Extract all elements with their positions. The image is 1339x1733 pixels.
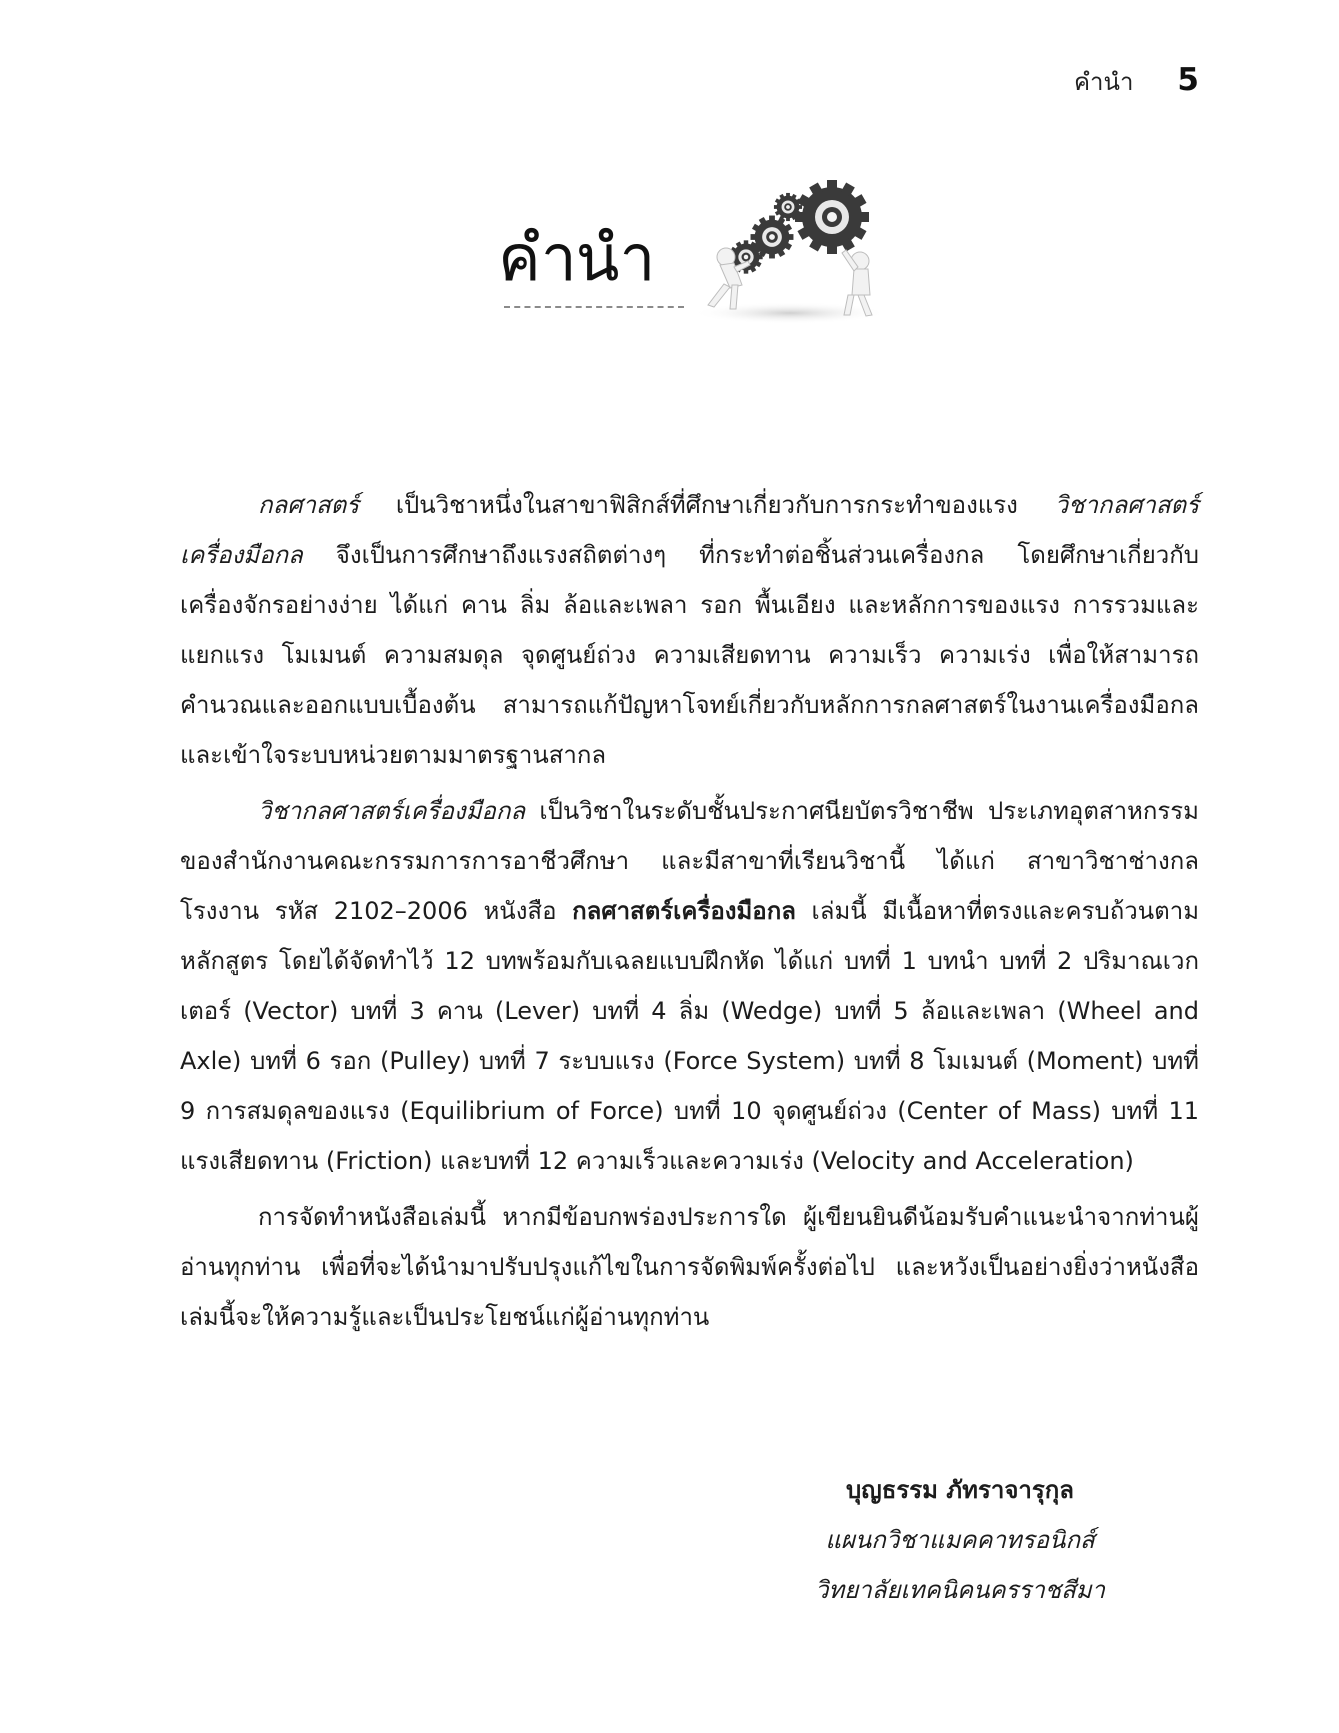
running-header-section: คำนำ <box>1074 68 1134 96</box>
title-block <box>498 175 888 325</box>
subject-name: วิชากลศาสตร์เครื่องมือกล <box>258 797 526 825</box>
author-department: แผนกวิชาแมคคาทรอนิกส์ <box>825 1526 1095 1554</box>
book-title: กลศาสตร์เครื่องมือกล <box>572 897 796 925</box>
author-institution: วิทยาลัยเทคนิคนครราชสีมา <box>814 1576 1106 1604</box>
paragraph-1-text-a: เป็นวิชาหนึ่งในสาขาฟิสิกส์ที่ศึกษาเกี่ยวกับการกระทำของแรง <box>359 491 1055 519</box>
page-number: 5 <box>1177 62 1199 98</box>
subject-name: วิชากลศาสตร์เครื่องมือกล <box>180 491 1199 569</box>
term-mechanics: กลศาสตร์ <box>258 491 360 519</box>
author-signature <box>780 1465 1140 1615</box>
paragraph-3: การจัดทำหนังสือเล่มนี้ หากมีข้อบกพร่องประการใด ผู้เขียนยินดีน้อมรับคำแนะนำจากท่านผู้อ่านทุกท่าน เพื่อที่จะได้นำมาปรับปรุงแก้ไขในการจัดพิมพ์ครั้งต่อไป และหวังเป็นอย่างยิ่งว่าหนังสือเล่มนี้จะให้ความรู้และเป็นประโยชน์แก่ผู้อ่านทุกท่าน <box>180 1203 1199 1331</box>
title-underline <box>504 306 684 308</box>
preface-body <box>180 480 1199 1348</box>
running-header <box>1074 62 1199 101</box>
paragraph-2 <box>180 786 1199 1186</box>
paragraph-1 <box>180 480 1199 780</box>
gears-and-figures-illustration <box>690 175 888 325</box>
author-name: บุญธรรม ภัทราจารุกุล <box>846 1476 1074 1504</box>
paragraph-2-text-a: เป็นวิชาในระดับชั้นประกาศนียบัตรวิชาชีพ ประเภทอุตสาหกรรม ของสำนักงานคณะกรรมการการอาชีวศึกษา และมีสาขาที่เรียนวิชานี้ ได้แก่ สาขาวิชาช่างกลโรงงาน รหัส 2102–2006 หนังสือ <box>180 797 1199 925</box>
paragraph-2-text-b: เล่มนี้ มีเนื้อหาที่ตรงและครบถ้วนตามหลักสูตร โดยได้จัดทำไว้ 12 บทพร้อมกับเฉลยแบบฝึกหัด ได้แก่ บทที่ 1 บทนำ บทที่ 2 ปริมาณเวกเตอร์ (Vector) บทที่ 3 คาน (Lever) บทที่ 4 ลิ่ม (Wedge) บทที่ 5 ล้อและเพลา (Wheel and Axle) บทที่ 6 รอก (Pulley) บทที่ 7 ระบบแรง (Force System) บทที่ 8 โมเมนต์ (Moment) บทที่ 9 การสมดุลของแรง (Equilibrium of Force) บทที่ 10 จุดศูนย์ถ่วง (Center of Mass) บทที่ 11 แรงเสียดทาน (Friction) และบทที่ 12 ความเร็วและความเร่ง (Velocity and Acceleration) <box>180 897 1200 1175</box>
paragraph-1-text-b: จึงเป็นการศึกษาถึงแรงสถิตต่างๆ ที่กระทำต่อชิ้นส่วนเครื่องกล โดยศึกษาเกี่ยวกับเครื่องจักรอย่างง่าย ได้แก่ คาน ลิ่ม ล้อและเพลา รอก พื้นเอียง และหลักการของแรง การรวมและแยกแรง โมเมนต์ ความสมดุล จุดศูนย์ถ่วง ความเสียดทาน ความเร็ว ความเร่ง เพื่อให้สามารถคำนวณและออกแบบเบื้องต้น สามารถแก้ปัญหาโจทย์เกี่ยวกับหลักการกลศาสตร์ในงานเครื่องมือกล และเข้าใจระบบหน่วยตามมาตรฐานสากล <box>180 541 1200 769</box>
page-title: คำนำ <box>498 222 655 296</box>
